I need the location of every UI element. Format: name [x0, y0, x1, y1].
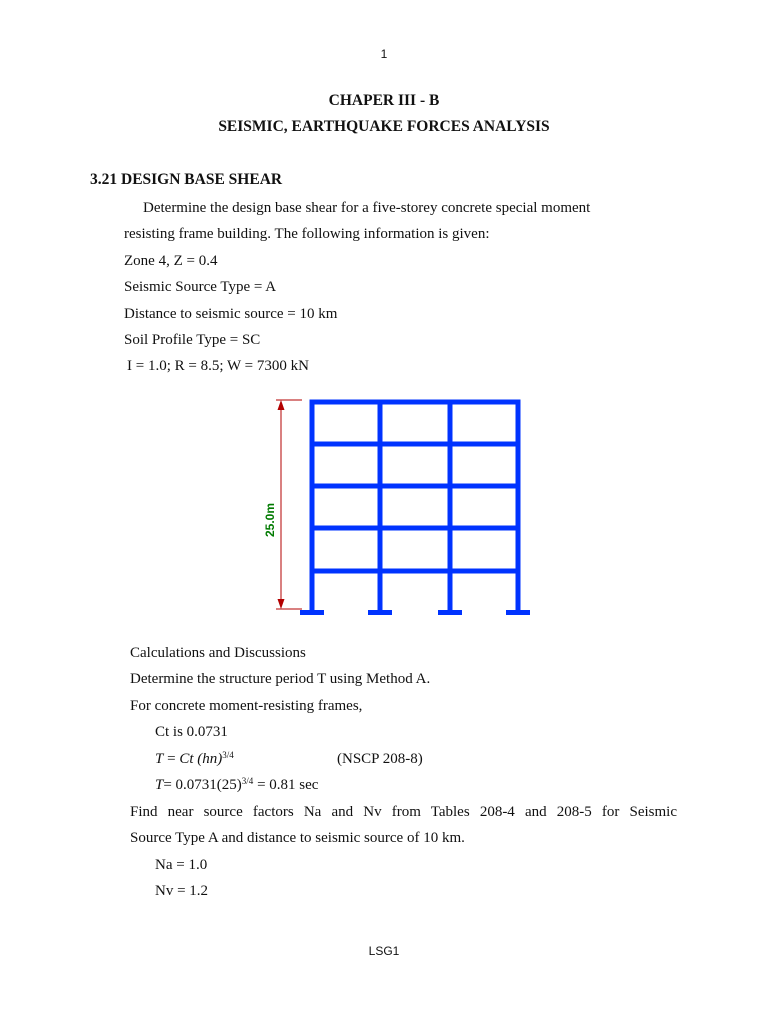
- near-source-line-2: Source Type A and distance to seismic source of 10 km.: [130, 830, 465, 846]
- chapter-subtitle: SEISMIC, EARTHQUAKE FORCES ANALYSIS: [218, 118, 550, 135]
- column-bases: [300, 610, 530, 615]
- formula-ct: Ct: [179, 751, 194, 767]
- section-heading: 3.21 DESIGN BASE SHEAR: [90, 171, 283, 188]
- chapter-title: CHAPER III - B: [328, 92, 440, 109]
- base-plate-2: [368, 610, 392, 615]
- period-formula: [155, 749, 234, 769]
- na-value: Na = 1.0: [155, 857, 208, 873]
- result-lhs: T: [155, 777, 164, 793]
- formula-reference: (NSCP 208-8): [337, 751, 423, 767]
- given-distance: Distance to seismic source = 10 km: [124, 306, 338, 322]
- result-body: = 0.0731(25): [163, 777, 242, 793]
- frame-members: [310, 402, 521, 612]
- ct-value: Ct is 0.0731: [155, 724, 228, 740]
- height-dimension: [276, 400, 302, 609]
- intro-line-1: Determine the design base shear for a five-storey concrete special moment: [143, 200, 591, 216]
- formula-paren: (hn): [193, 751, 223, 767]
- base-plate-1: [300, 610, 324, 615]
- result-tail: = 0.81 sec: [253, 777, 319, 793]
- near-source-line-1: Find near source factors Na and Nv from Tables 208-4 and 208-5 for Seismic: [130, 804, 677, 820]
- frame-figure: [260, 390, 540, 625]
- given-zone: Zone 4, Z = 0.4: [124, 253, 218, 269]
- base-plate-3: [438, 610, 462, 615]
- base-plate-4: [506, 610, 530, 615]
- nv-value: Nv = 1.2: [155, 883, 209, 899]
- formula-exp: 3/4: [222, 750, 234, 760]
- given-soil-profile: Soil Profile Type = SC: [124, 332, 261, 348]
- result-exp: 3/4: [241, 776, 254, 786]
- calc-line-1: Determine the structure period T using Method A.: [130, 671, 431, 687]
- calc-heading: Calculations and Discussions: [130, 645, 306, 661]
- arrow-up-icon: [278, 400, 285, 410]
- intro-line-2: resisting frame building. The following information is given:: [124, 226, 490, 242]
- arrow-down-icon: [278, 599, 285, 609]
- given-factors: I = 1.0; R = 8.5; W = 7300 kN: [127, 358, 309, 374]
- period-result: [155, 775, 318, 795]
- calc-line-2: For concrete moment-resisting frames,: [130, 698, 363, 714]
- height-label: 25.0m: [263, 502, 277, 538]
- formula-lhs: T: [155, 751, 164, 767]
- page-number: 1: [380, 47, 388, 61]
- given-source-type: Seismic Source Type = A: [124, 279, 277, 295]
- formula-eq: =: [163, 751, 180, 767]
- page-footer: LSG1: [368, 944, 400, 958]
